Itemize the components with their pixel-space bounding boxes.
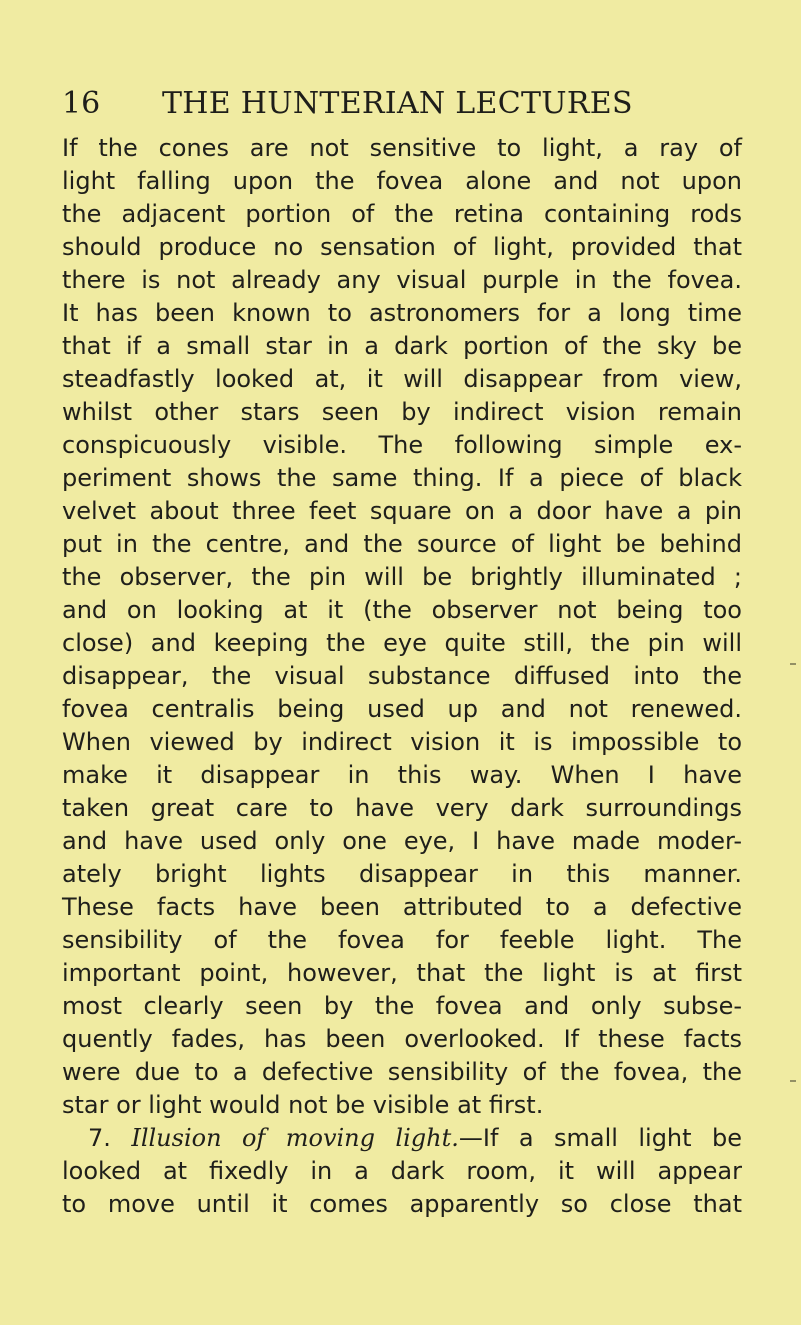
text-line: If the cones are not sensitive to light, a ray of [62,134,742,162]
text-line: most clearly seen by the fovea and only subse- [62,992,742,1020]
page-number: 16 [62,86,101,121]
text-line: the observer, the pin will be brightly illuminated ; [62,563,742,591]
text-line: taken great care to have very dark surroundings [62,794,742,822]
text-line: It has been known to astronomers for a long time [62,299,742,327]
text-line: When viewed by indirect vision it is impossible to [62,728,742,756]
text-line: were due to a defective sensibility of the fovea, the [62,1058,742,1086]
text-line: important point, however, that the light is at first [62,959,742,987]
section-heading: Illusion of moving light. [131,1124,459,1152]
running-title: THE HUNTERIAN LECTURES [162,86,633,121]
text-line: close) and keeping the eye quite still, the pin will [62,629,742,657]
body-text [62,132,742,1221]
text-line: and on looking at it (the observer not being too [62,596,742,624]
text-line: whilst other stars seen by indirect vision remain [62,398,742,426]
text-line: there is not already any visual purple in the fovea. [62,266,742,294]
text-line: steadfastly looked at, it will disappear from view, [62,365,742,393]
margin-mark [790,663,796,665]
section-dash: — [458,1124,483,1152]
running-head [62,84,742,124]
section-first-line-text: If a small light be [482,1124,742,1152]
text-line: light falling upon the fovea alone and not upon [62,167,742,195]
paragraph-end-line: star or light would not be visible at first. [62,1091,544,1119]
section-number: 7. [88,1124,111,1152]
text-line: and have used only one eye, I have made moder- [62,827,742,855]
text-line: put in the centre, and the source of light be behind [62,530,742,558]
text-line: sensibility of the fovea for feeble light. The [62,926,742,954]
margin-mark [790,1080,796,1082]
text-line: the adjacent portion of the retina containing rods [62,200,742,228]
section-heading-line [62,1122,742,1155]
text-line: that if a small star in a dark portion of the sky be [62,332,742,360]
text-line: fovea centralis being used up and not renewed. [62,695,742,723]
text-line: conspicuously visible. The following simple ex- [62,431,742,459]
text-line: velvet about three feet square on a door have a pin [62,497,742,525]
text-line: These facts have been attributed to a defective [62,893,742,921]
text-line: to move until it comes apparently so close that [62,1190,742,1218]
text-line: ately bright lights disappear in this manner. [62,860,742,888]
text-line: should produce no sensation of light, provided that [62,233,742,261]
text-line: periment shows the same thing. If a piece of black [62,464,742,492]
text-line: disappear, the visual substance diffused into the [62,662,742,690]
text-line: looked at fixedly in a dark room, it will appear [62,1157,742,1185]
text-line: quently fades, has been overlooked. If these facts [62,1025,742,1053]
text-line: make it disappear in this way. When I have [62,761,742,789]
